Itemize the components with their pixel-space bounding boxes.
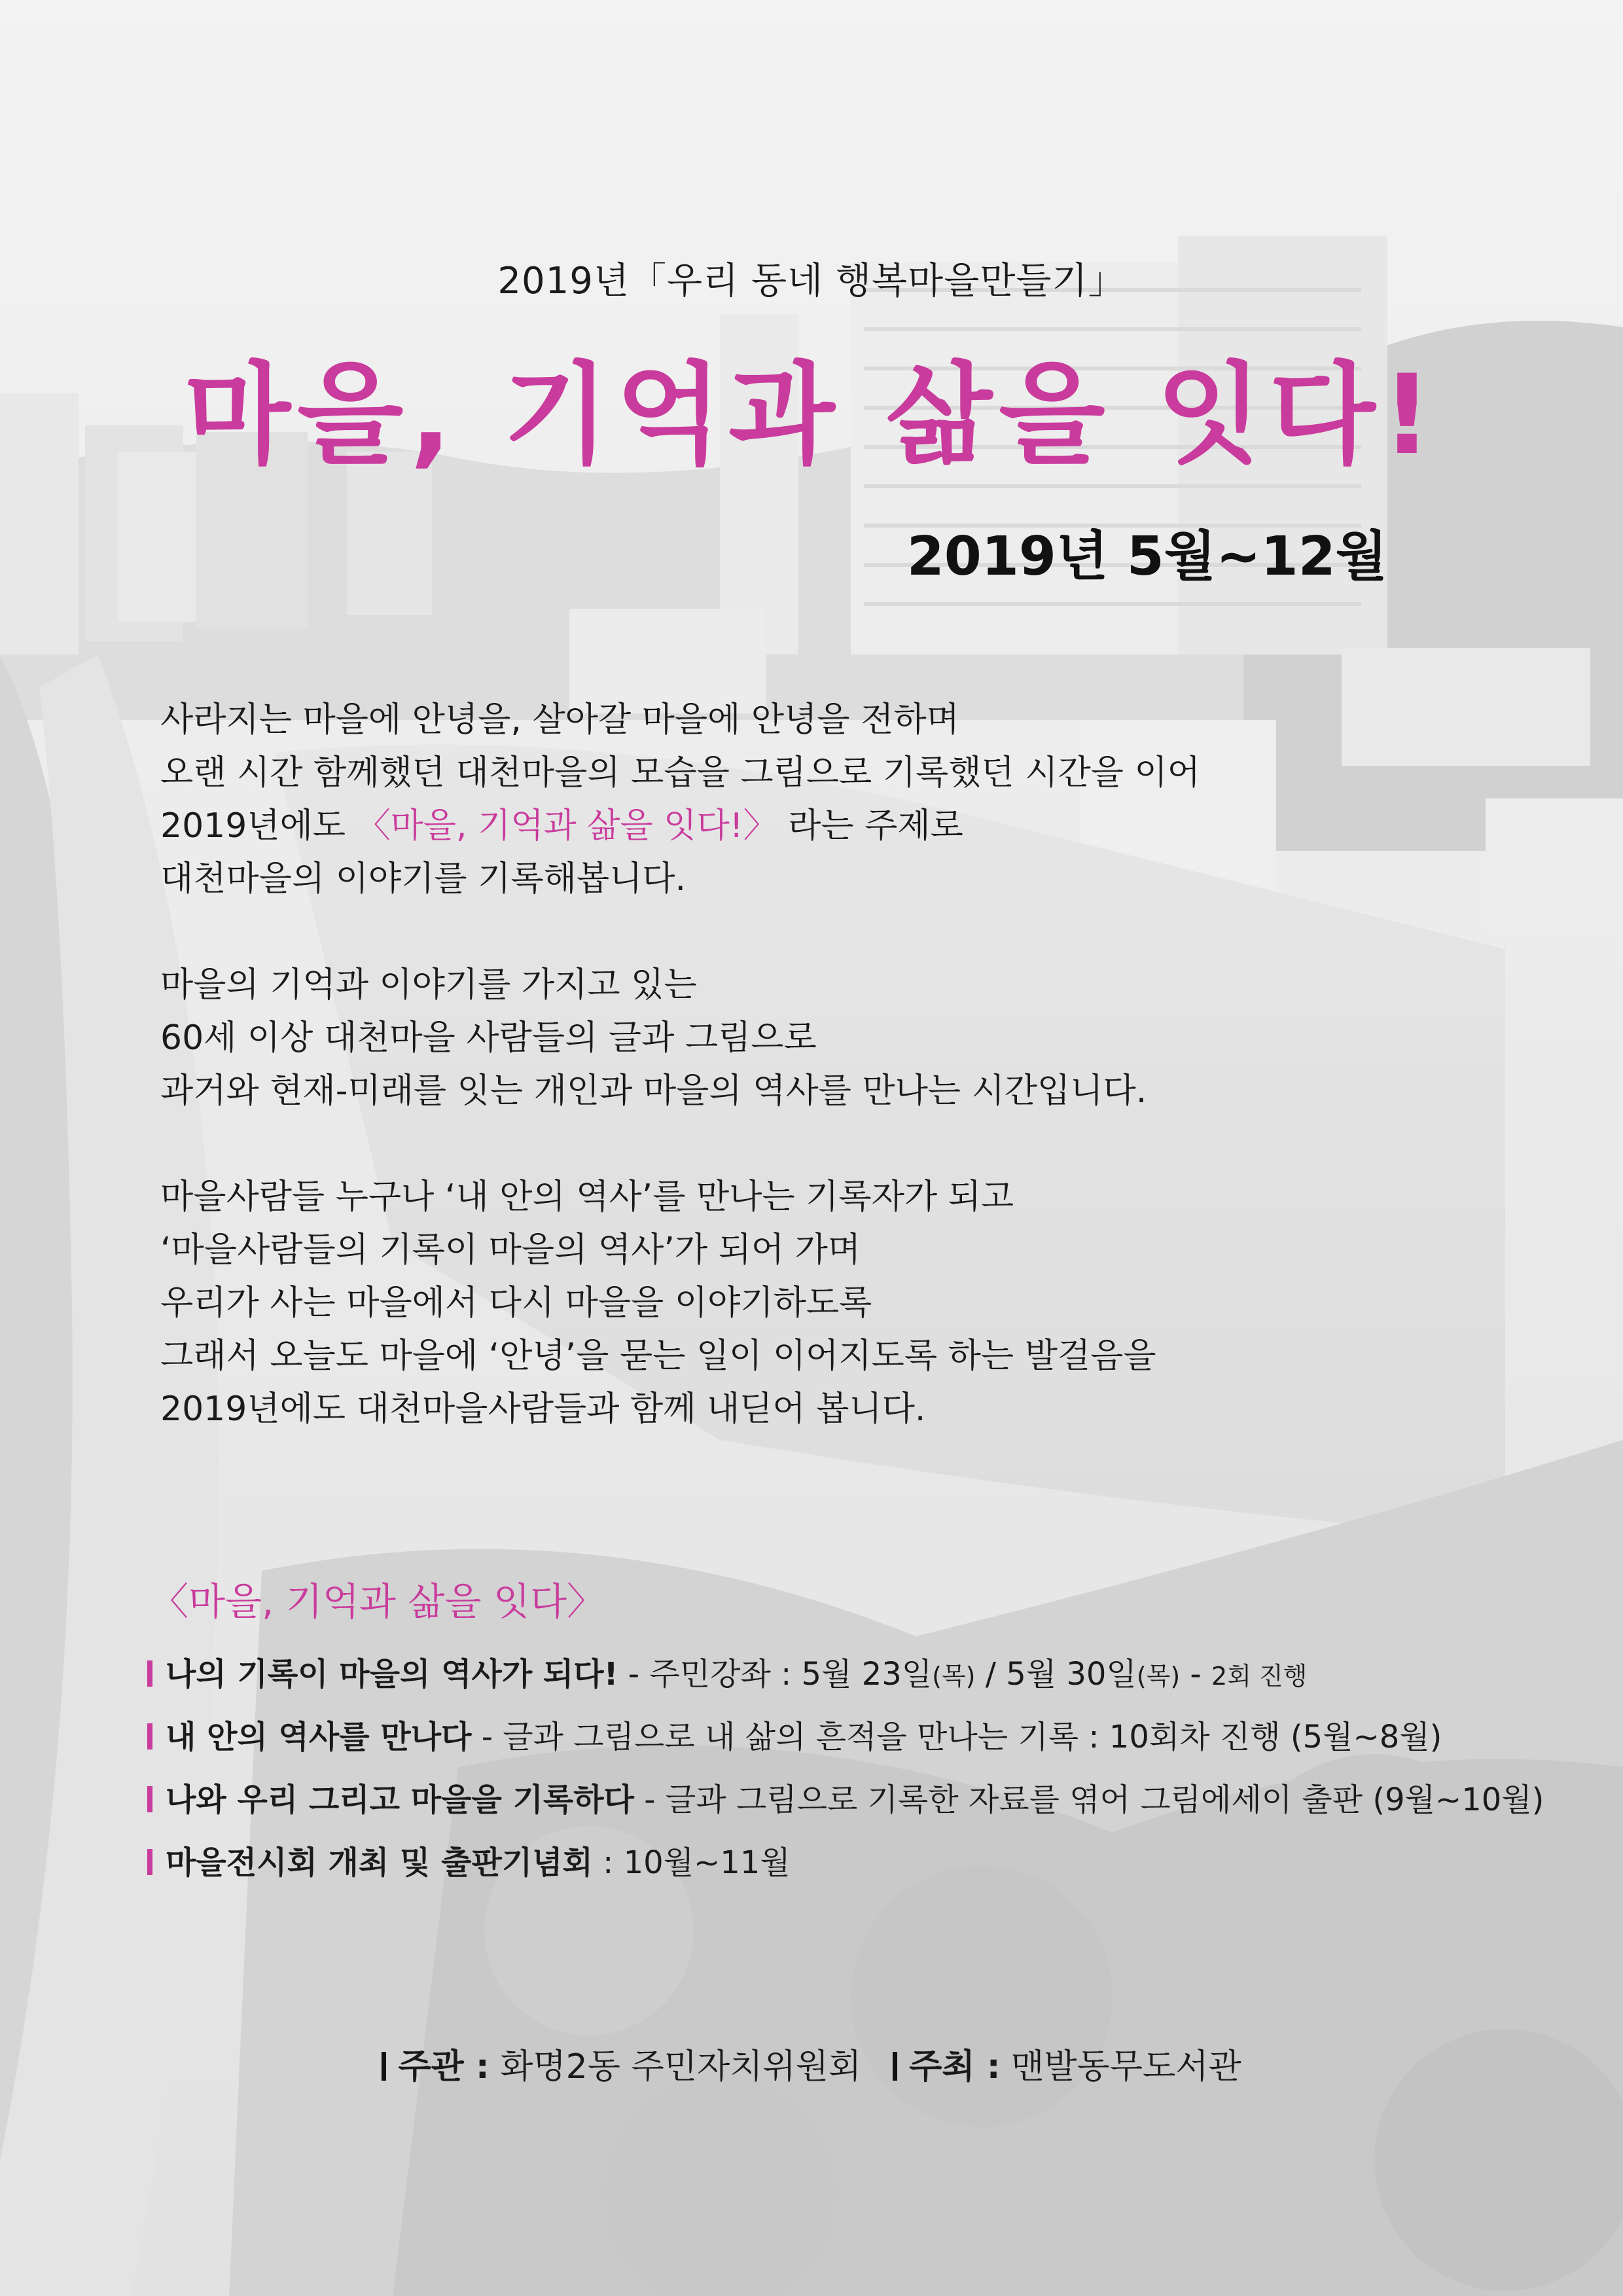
program-item <box>147 1831 1522 1894</box>
intro-line: 과거와 현재-미래를 잇는 개인과 마을의 역사를 만나는 시간입니다. <box>160 1071 1147 1111</box>
bullet-bar <box>147 1786 152 1812</box>
intro-line: 사라지는 마을에 안녕을, 살아갈 마을에 안녕을 전하며 <box>160 700 959 740</box>
program-list <box>147 1643 1544 1894</box>
intro-line: 그래서 오늘도 마을에 ‘안녕’을 묻는 일이 이어지도록 하는 발걸음을 <box>160 1336 1156 1376</box>
intro-line <box>160 800 1404 853</box>
program-desc: - 주민강좌 : 5월 23일 <box>618 1656 933 1693</box>
program-item <box>147 1643 1522 1706</box>
intro-line: 마을의 기억과 이야기를 가지고 있는 <box>160 965 697 1005</box>
program-name: 내 안의 역사를 만나다 <box>166 1719 472 1755</box>
intro-line: 우리가 사는 마을에서 다시 마을을 이야기하도록 <box>160 1283 872 1323</box>
program-desc: - 글과 그림으로 내 삶의 흔적을 만나는 기록 : 10회차 진행 (5월~8월) <box>471 1719 1442 1755</box>
intro-line: 마을사람들 누구나 ‘내 안의 역사’를 만나는 기록자가 되고 <box>160 1177 1014 1217</box>
organizer-name: 화명2동 주민자치위원회 <box>500 2047 862 2087</box>
intro-text-segment: 2019년에도 <box>160 806 357 846</box>
intro-paragraph-3 <box>160 1171 1404 1436</box>
program-desc: - <box>1180 1656 1212 1693</box>
program-name: 마을전시회 개최 및 출판기념회 <box>166 1844 593 1881</box>
host-name: 맨발동무도서관 <box>1011 2047 1241 2087</box>
intro-line: ‘마을사람들의 기록이 마을의 역사’가 되어 가며 <box>160 1230 861 1270</box>
program-desc: / 5월 30일 <box>975 1656 1137 1693</box>
host-label: 주최 : <box>909 2047 1001 2087</box>
program-name: 나와 우리 그리고 마을을 기록하다 <box>166 1782 634 1818</box>
footer-bar <box>382 2052 386 2081</box>
intro-line: 2019년에도 대천마을사람들과 함께 내딛어 봅니다. <box>160 1390 926 1429</box>
bullet-bar <box>147 1660 152 1687</box>
intro-paragraph-1 <box>160 694 1404 906</box>
footer-credits <box>0 2039 1623 2088</box>
program-item <box>147 1768 1544 1831</box>
program-day: (목) <box>932 1662 976 1691</box>
intro-line: 60세 이상 대천마을 사람들의 글과 그림으로 <box>160 1018 817 1058</box>
footer-bar <box>893 2052 897 2081</box>
program-desc: : 10월~11월 <box>592 1844 791 1881</box>
program-name: 나의 기록이 마을의 역사가 되다! <box>166 1656 618 1693</box>
poster-subtitle: 2019년「우리 동네 행복마을만들기」 <box>497 260 1126 302</box>
program-count: 2회 진행 <box>1211 1662 1308 1691</box>
bullet-bar <box>147 1723 152 1749</box>
organizer-label: 주관 : <box>398 2047 490 2087</box>
program-day: (목) <box>1136 1662 1181 1691</box>
intro-line: 대천마을의 이야기를 기록해봅니다. <box>160 859 687 899</box>
bullet-bar <box>147 1849 152 1875</box>
intro-text-segment: 라는 주제로 <box>777 806 963 846</box>
program-item <box>147 1706 1522 1768</box>
program-section-title: 〈마을, 기억과 삶을 잇다〉 <box>151 1579 605 1624</box>
theme-highlight: 〈마을, 기억과 삶을 잇다!〉 <box>356 806 777 846</box>
poster-title: 마을, 기억과 삶을 잇다! <box>184 351 1439 479</box>
intro-line: 오랜 시간 함께했던 대천마을의 모습을 그림으로 기록했던 시간을 이어 <box>160 753 1200 793</box>
program-desc: - 글과 그림으로 기록한 자료를 엮어 그림에세이 출판 (9월~10월) <box>634 1782 1544 1818</box>
intro-text <box>160 694 1404 1489</box>
event-period: 2019년 5월~12월 <box>906 526 1387 588</box>
intro-paragraph-2 <box>160 959 1404 1118</box>
